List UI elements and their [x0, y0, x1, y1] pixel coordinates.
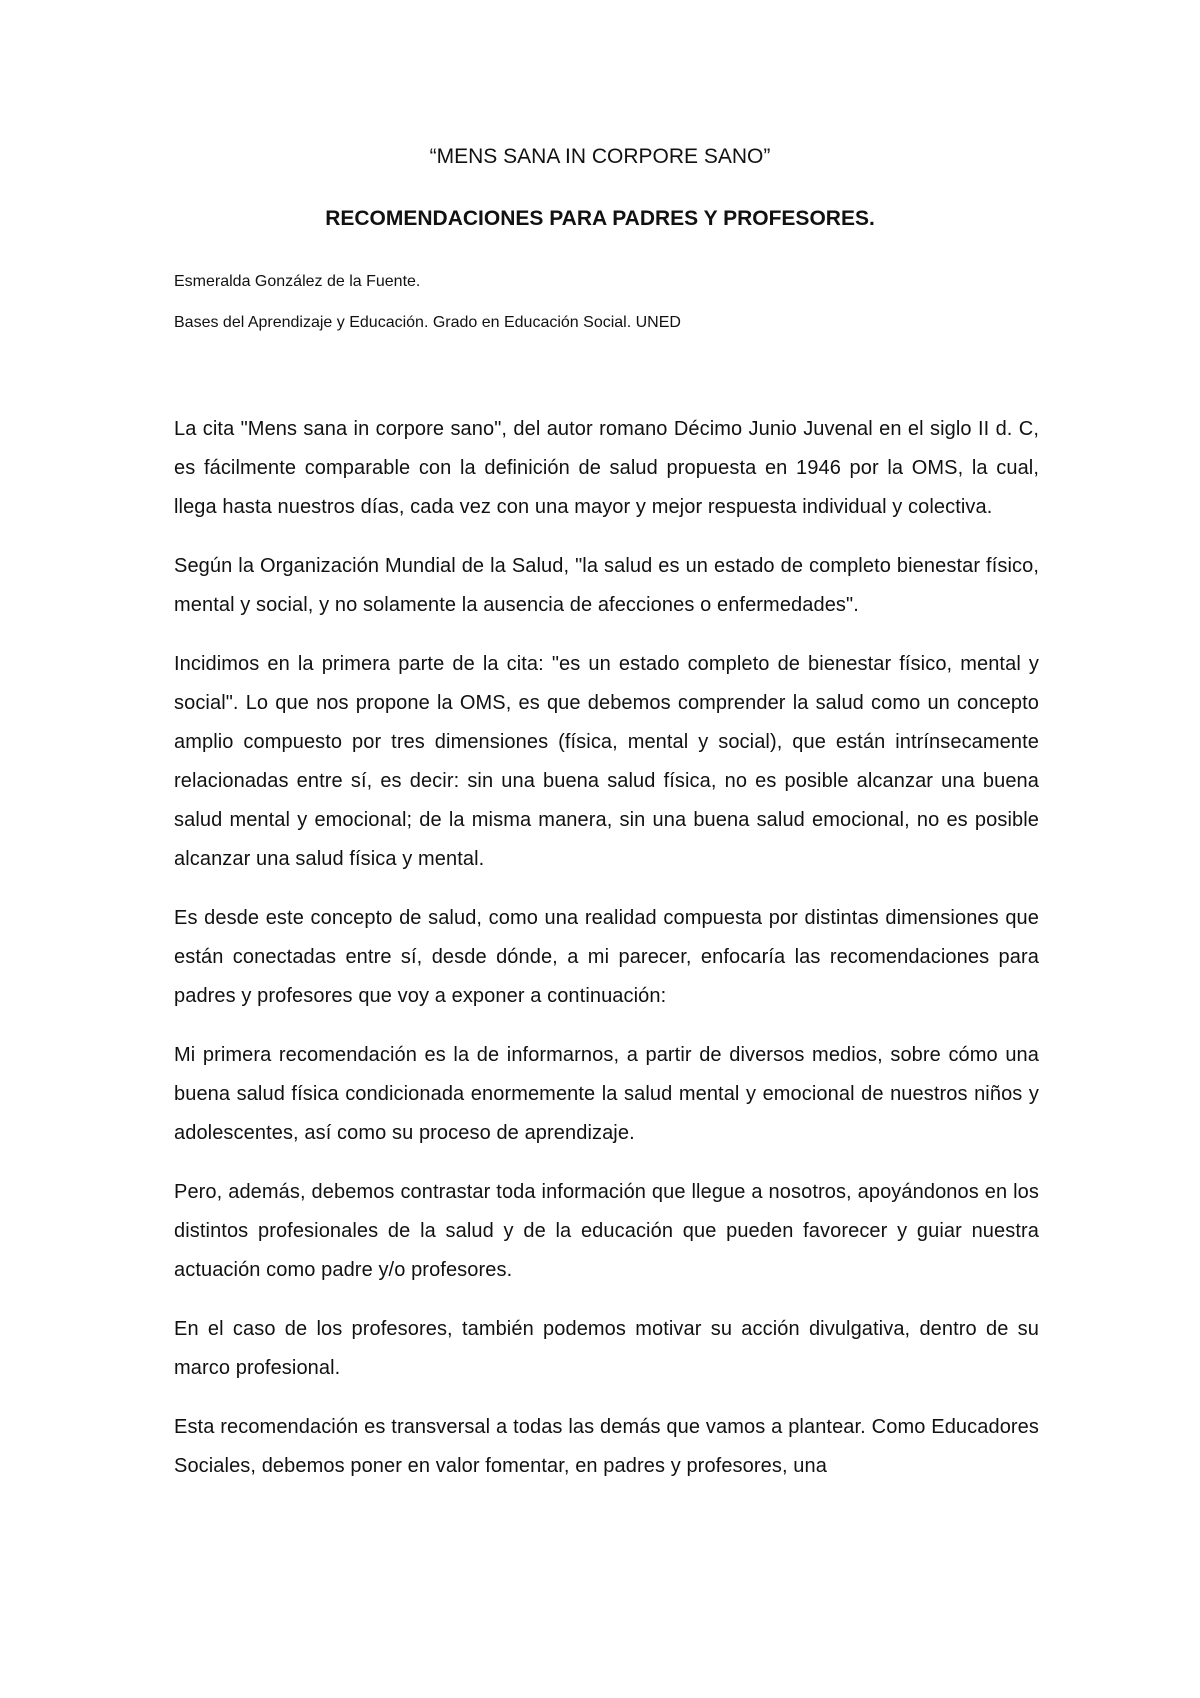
paragraph: En el caso de los profesores, también podemos motivar su acción divulgativa, dentro de su marco profesional. [174, 1318, 1039, 1379]
course-line: Bases del Aprendizaje y Educación. Grado en Educación Social. UNED [174, 314, 681, 331]
paragraph: Es desde este concepto de salud, como una realidad compuesta por distintas dimensiones que están conectadas entre sí, desde dónde, a mi parecer, enfocaría las recomendaciones para padres y profesores que voy a exponer a continuación: [174, 907, 1039, 1007]
document-title: “MENS SANA IN CORPORE SANO” [429, 145, 771, 168]
author-line: Esmeralda González de la Fuente. [174, 273, 421, 290]
document-subtitle: RECOMENDACIONES PARA PADRES Y PROFESORES. [325, 207, 875, 230]
paragraph: Esta recomendación es transversal a todas las demás que vamos a plantear. Como Educadores Sociales, debemos poner en valor fomentar, en padres y profesores, una [174, 1416, 1039, 1477]
paragraph: La cita "Mens sana in corpore sano", del autor romano Décimo Junio Juvenal en el siglo II d. C, es fácilmente comparable con la definición de salud propuesta en 1946 por la OMS, la cual, llega hasta nuestros días, cada vez con una mayor y mejor respuesta individual y colectiva. [174, 418, 1039, 518]
paragraph: Según la Organización Mundial de la Salud, "la salud es un estado de completo bienestar físico, mental y social, y no solamente la ausencia de afecciones o enfermedades". [174, 555, 1039, 616]
paragraph: Pero, además, debemos contrastar toda información que llegue a nosotros, apoyándonos en los distintos profesionales de la salud y de la educación que pueden favorecer y guiar nuestra actuación como padre y/o profesores. [174, 1181, 1039, 1281]
paragraph: Incidimos en la primera parte de la cita: "es un estado completo de bienestar físico, mental y social". Lo que nos propone la OMS, es que debemos comprender la salud como un concepto amplio compuesto por tres dimensiones (física, mental y social), que están intrínsecamente relacionadas entre sí, es decir: sin una buena salud física, no es posible alcanzar una buena salud mental y emocional; de la misma manera, sin una buena salud emocional, no es posible alcanzar una salud física y mental. [174, 653, 1039, 870]
paragraph: Mi primera recomendación es la de informarnos, a partir de diversos medios, sobre cómo una buena salud física condicionada enormemente la salud mental y emocional de nuestros niños y adolescentes, así como su proceso de aprendizaje. [174, 1044, 1039, 1144]
document-body [174, 410, 1039, 1506]
